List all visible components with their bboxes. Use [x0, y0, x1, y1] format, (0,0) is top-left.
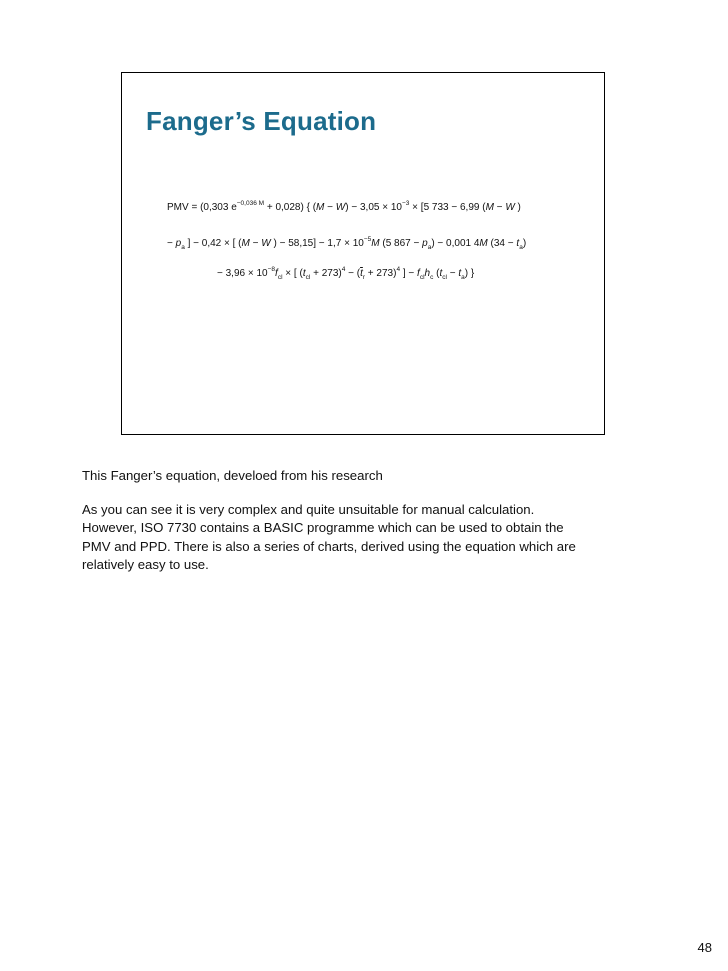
notes-paragraph-1: This Fanger’s equation, develoed from his research [82, 468, 383, 483]
notes-line: relatively easy to use. [82, 557, 209, 572]
slide-frame [121, 72, 605, 435]
equation-line-1: PMV = (0,303 $e^{-0,036 M} + 0,028$) { $(M - W) - 3,05 \times 10^{-3} \times [5$ 733 − 6,99 (M − W ) [167, 200, 521, 213]
equation-line-2: − $p_a$ ] − 0,42 × [ (M − W ) − $58,15] - 1,7 \times 10^{-5}M$ (5 $867 - p_a) - 0,001$ 4M $(34 - t_a)$ [167, 236, 527, 251]
notes-line: As you can see it is very complex and quite unsuitable for manual calculation. [82, 501, 535, 517]
notes-line: However, ISO 7730 contains a BASIC programme which can be used to obtain the [82, 520, 564, 535]
notes-line: PMV and PPD. There is also a series of charts, derived using the equation which are [82, 538, 576, 554]
slide-title: Fanger’s Equation [146, 106, 377, 136]
speaker-notes [82, 467, 662, 575]
page-number: 48 [697, 940, 712, 955]
equation-line-3: − $3,96 \times 10^{-8}f_{cl}$ × [ $(t_{cl} + 273)^4 - (\overline{t}_r + 273)^4$ ] − $f_{cl}h_c$ $(t_{cl} - t_a)$ } [217, 266, 475, 281]
